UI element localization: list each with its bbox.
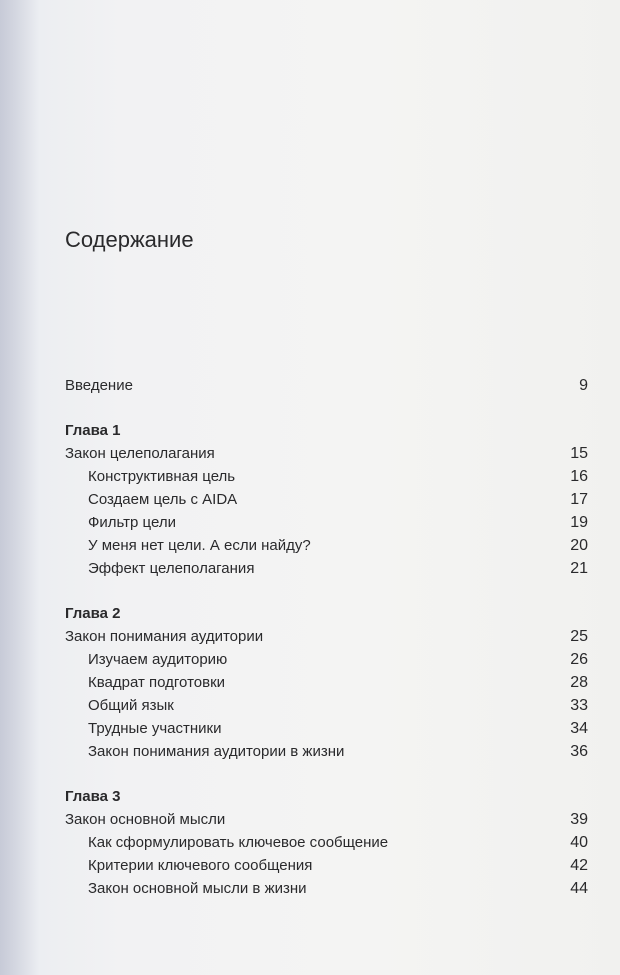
entry-page: 40 bbox=[570, 834, 588, 851]
entry-label: Трудные участники bbox=[88, 720, 222, 737]
toc-entry[interactable] bbox=[65, 511, 588, 534]
toc-entry-law[interactable] bbox=[65, 625, 588, 648]
toc-entry[interactable] bbox=[65, 717, 588, 740]
entry-page: 15 bbox=[570, 445, 588, 462]
entry-page: 19 bbox=[570, 514, 588, 531]
entry-page: 42 bbox=[570, 857, 588, 874]
entry-label: Конструктивная цель bbox=[88, 468, 236, 485]
entry-label: Эффект целеполагания bbox=[88, 560, 255, 577]
entry-page: 17 bbox=[570, 491, 588, 508]
entry-page: 21 bbox=[570, 560, 588, 577]
entry-label: Закон понимания аудитории в жизни bbox=[88, 743, 345, 760]
toc-entry[interactable] bbox=[65, 694, 588, 717]
page-edge-shadow bbox=[0, 0, 40, 975]
toc-entry[interactable] bbox=[65, 854, 588, 877]
toc-entry[interactable] bbox=[65, 465, 588, 488]
chapter-heading: Глава 2 bbox=[65, 605, 121, 622]
entry-label: Как сформулировать ключевое сообщение bbox=[88, 834, 389, 851]
entry-page: 44 bbox=[570, 880, 588, 897]
entry-label: Критерии ключевого сообщения bbox=[88, 857, 313, 874]
chapter-heading: Глава 3 bbox=[65, 788, 121, 805]
entry-label: Введение bbox=[65, 377, 133, 394]
toc-entry[interactable] bbox=[65, 557, 588, 580]
entry-page: 28 bbox=[570, 674, 588, 691]
entry-page: 33 bbox=[570, 697, 588, 714]
toc-entry[interactable] bbox=[65, 488, 588, 511]
entry-page: 34 bbox=[570, 720, 588, 737]
toc-entry-law[interactable] bbox=[65, 442, 588, 465]
entry-page: 9 bbox=[579, 377, 588, 394]
entry-label: Квадрат подготовки bbox=[88, 674, 226, 691]
entry-label: Закон основной мысли bbox=[65, 811, 226, 828]
toc-entry[interactable] bbox=[65, 671, 588, 694]
entry-label: Закон основной мысли в жизни bbox=[88, 880, 307, 897]
toc-entry[interactable] bbox=[65, 831, 588, 854]
entry-label: Закон понимания аудитории bbox=[65, 628, 264, 645]
page-title: Содержание bbox=[65, 227, 194, 252]
entry-page: 26 bbox=[570, 651, 588, 668]
toc-entry[interactable] bbox=[65, 877, 588, 900]
entry-label: Закон целеполагания bbox=[65, 445, 215, 462]
toc-entry-law[interactable] bbox=[65, 808, 588, 831]
toc-entry-intro[interactable] bbox=[65, 374, 588, 397]
entry-page: 39 bbox=[570, 811, 588, 828]
entry-label: У меня нет цели. А если найду? bbox=[88, 537, 311, 554]
entry-page: 36 bbox=[570, 743, 588, 760]
chapter-heading: Глава 1 bbox=[65, 422, 121, 439]
toc-entry[interactable] bbox=[65, 534, 588, 557]
toc-entry[interactable] bbox=[65, 740, 588, 763]
entry-page: 20 bbox=[570, 537, 588, 554]
table-of-contents bbox=[65, 226, 588, 900]
entry-label: Создаем цель с AIDA bbox=[88, 491, 238, 508]
entry-label: Изучаем аудиторию bbox=[88, 651, 228, 668]
entry-label: Общий язык bbox=[88, 697, 174, 714]
entry-page: 25 bbox=[570, 628, 588, 645]
entry-page: 16 bbox=[570, 468, 588, 485]
entry-label: Фильтр цели bbox=[88, 514, 176, 531]
toc-entry[interactable] bbox=[65, 648, 588, 671]
